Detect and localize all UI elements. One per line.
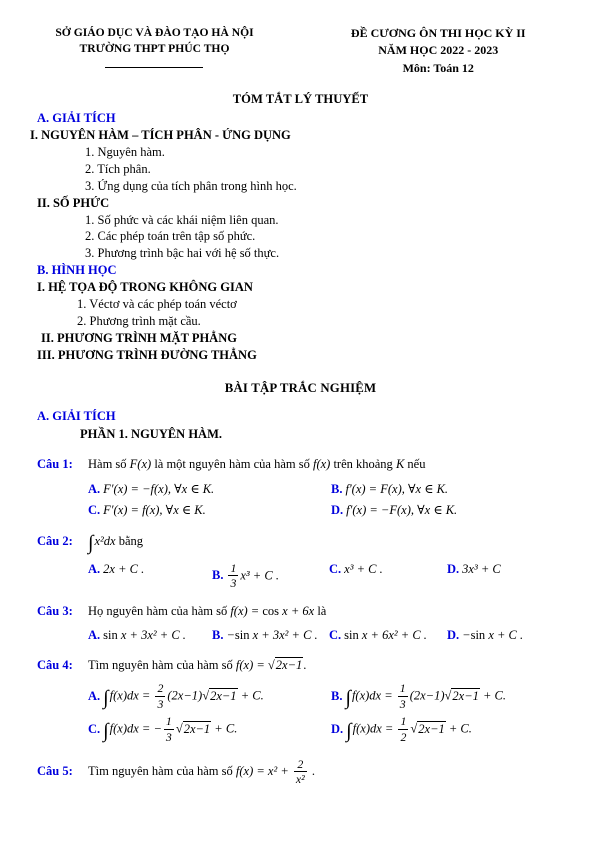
fraction [398, 715, 408, 743]
option-letter: D. [447, 628, 460, 643]
math-run: f(x) = x² + [235, 764, 292, 779]
fraction-numerator: 1 [165, 714, 172, 729]
answer-option [331, 682, 576, 710]
answer-option [212, 562, 329, 590]
answer-option [88, 682, 331, 710]
fraction-denominator: 3 [157, 696, 164, 711]
answer-option [331, 502, 576, 518]
outline-item: III. PHƯƠNG TRÌNH ĐƯỜNG THẲNG [37, 347, 257, 362]
fraction-numerator: 2 [297, 756, 304, 771]
math-run: x³ + C . [344, 561, 383, 576]
math-run: f(x) = [235, 658, 268, 673]
radicand: 2x−1 [183, 721, 211, 736]
math-run: x + 6x [279, 604, 315, 619]
math-run: f(x)dx = [352, 721, 397, 736]
fraction [228, 562, 238, 590]
text-run: bằng [115, 533, 144, 548]
integral-sign: ∫ [345, 686, 351, 709]
outline-item: 1. Véctơ và các phép toán véctơ [77, 297, 237, 312]
header-exam-block [301, 25, 577, 77]
math-function-name: sin [470, 628, 486, 643]
text-run: nếu [404, 456, 426, 471]
answer-option [329, 628, 447, 643]
math-run: x²dx [94, 533, 116, 548]
exercises-section-heading: A. GIẢI TÍCH [37, 408, 116, 423]
radical-sign: √ [267, 658, 275, 673]
option-letter: A. [88, 481, 101, 496]
text-run: . [303, 658, 307, 673]
integral-sign: ∫ [103, 686, 109, 709]
fraction-denominator: 3 [165, 729, 172, 744]
question-label: Câu 4: [37, 658, 73, 673]
question-block [25, 604, 576, 643]
question-block [25, 533, 576, 590]
answer-option [329, 562, 447, 590]
math-run: f′(x) = F(x), ∀x ∈ K. [345, 481, 449, 496]
option-letter: A. [88, 628, 101, 643]
option-letter: D. [331, 721, 344, 736]
integral-sign: ∫ [88, 531, 94, 554]
school-year: NĂM HỌC 2022 - 2023 [378, 43, 499, 58]
options-grid [88, 481, 576, 518]
math-function-name: sin [103, 628, 118, 643]
math-run: (2x−1) [409, 688, 445, 703]
question-label: Câu 1: [37, 456, 73, 471]
math-run: F′(x) = −f(x), ∀x ∈ K. [103, 481, 215, 496]
outline-item: 2. Phương trình mặt cầu. [77, 313, 201, 328]
question-prompt [88, 457, 425, 471]
outline-item: 2. Tích phân. [85, 161, 151, 176]
answer-option [88, 481, 331, 497]
math-run: f(x)dx = [109, 688, 154, 703]
math-run: x + 6x² + C . [358, 628, 427, 643]
exercises-part-heading: PHẦN 1. NGUYÊN HÀM. [80, 426, 223, 441]
math-run: F′(x) = f(x), ∀x ∈ K. [103, 502, 206, 517]
exercises-title: BÀI TẬP TRẮC NGHIỆM [224, 380, 377, 395]
radicand: 2x−1 [418, 721, 445, 736]
option-letter: C. [88, 502, 101, 517]
square-root [445, 688, 480, 703]
question-list [25, 457, 576, 786]
answer-option [88, 715, 331, 743]
school-name: TRƯỜNG THPT PHÚC THỌ [79, 41, 230, 55]
subject-line: Môn: Toán 12 [402, 61, 474, 76]
answer-option [447, 562, 576, 590]
answer-option [447, 628, 576, 643]
header-school-block [25, 25, 284, 77]
question-block [25, 457, 576, 518]
math-run: f′(x) = −F(x), ∀x ∈ K. [346, 502, 458, 517]
answer-option [88, 628, 212, 643]
question-line [37, 758, 576, 786]
square-root [410, 721, 445, 736]
question-line [37, 658, 576, 673]
answer-option [88, 502, 331, 518]
math-function-name: sin [234, 628, 250, 643]
theory-outline [25, 110, 576, 364]
question-prompt [88, 531, 144, 554]
text-run: là một nguyên hàm của hàm số [151, 456, 313, 471]
outline-item: 3. Phương trình bậc hai với hệ số thực. [85, 246, 280, 261]
fraction-denominator: 3 [230, 576, 237, 591]
math-run: F(x) [129, 456, 152, 471]
document-header [25, 25, 576, 77]
outline-item: 1. Số phức và các khái niệm liên quan. [85, 212, 279, 227]
math-run: (2x−1) [167, 688, 203, 703]
fraction [294, 758, 307, 786]
outline-item: I. NGUYÊN HÀM – TÍCH PHÂN - ỨNG DỤNG [30, 128, 291, 142]
radicand: 2x−1 [452, 688, 479, 703]
math-run: + C. [237, 688, 264, 703]
question-line [37, 533, 576, 553]
math-run: + C. [479, 688, 507, 703]
question-prompt [88, 657, 306, 672]
math-run: + C. [211, 721, 238, 736]
math-run: f(x) [312, 456, 331, 471]
math-run: x + 3x² + C . [249, 628, 318, 643]
question-line [37, 457, 576, 472]
integral-sign: ∫ [103, 719, 109, 742]
option-letter: B. [331, 688, 343, 703]
exam-title: ĐỀ CƯƠNG ÔN THI HỌC KỲ II [350, 26, 526, 40]
fraction-numerator: 1 [399, 681, 406, 696]
outline-item: I. HỆ TỌA ĐỘ TRONG KHÔNG GIAN [37, 280, 253, 295]
option-letter: C. [329, 561, 342, 576]
integral-sign: ∫ [346, 719, 352, 742]
fraction [164, 715, 174, 743]
options-grid [88, 562, 576, 590]
radicand: 2x−1 [275, 658, 303, 673]
outline-item: II. SỐ PHỨC [37, 195, 110, 210]
outline-item: 1. Nguyên hàm. [85, 144, 165, 159]
question-label: Câu 5: [37, 764, 73, 779]
question-prompt [88, 604, 326, 618]
options-grid [88, 682, 576, 743]
fraction-denominator: 3 [399, 696, 406, 711]
text-run: Họ nguyên hàm của hàm số [88, 604, 231, 619]
text-run: trên khoảng [330, 456, 396, 471]
answer-option [88, 562, 212, 590]
square-root [268, 657, 303, 672]
options-grid [88, 628, 576, 643]
square-root [202, 688, 237, 703]
outline-item: 3. Ứng dụng của tích phân trong hình học. [85, 178, 297, 193]
option-letter: B. [212, 628, 224, 643]
outline-item: B. HÌNH HỌC [37, 263, 117, 278]
outline-item: A. GIẢI TÍCH [37, 111, 116, 126]
math-run: − [226, 628, 235, 643]
answer-option [331, 715, 576, 743]
question-block [25, 658, 576, 743]
math-function-name: sin [344, 628, 359, 643]
radicand: 2x−1 [210, 688, 237, 703]
math-run: f(x) = [230, 604, 263, 619]
fraction [155, 682, 165, 710]
radical-sign: √ [410, 721, 418, 736]
math-run: 3x³ + C [462, 561, 501, 576]
text-run: Tìm nguyên hàm của hàm số [88, 764, 236, 779]
header-divider-line [105, 67, 203, 68]
fraction-numerator: 1 [400, 714, 407, 729]
radical-sign: √ [202, 688, 210, 703]
question-label: Câu 3: [37, 604, 73, 619]
fraction-numerator: 1 [230, 560, 237, 575]
answer-option [212, 628, 329, 643]
radical-sign: √ [444, 688, 452, 703]
square-root [176, 721, 211, 736]
option-letter: B. [331, 481, 343, 496]
math-run: 2x + C . [103, 561, 145, 576]
department-name: SỞ GIÁO DỤC VÀ ĐÀO TẠO HÀ NỘI [55, 26, 254, 39]
question-label: Câu 2: [37, 533, 73, 548]
text-run: Hàm số [88, 456, 130, 471]
text-run: . [308, 764, 315, 779]
option-letter: A. [88, 561, 101, 576]
text-run: Tìm nguyên hàm của hàm số [88, 658, 236, 673]
outline-item: 2. Các phép toán trên tập số phức. [85, 229, 256, 244]
fraction-denominator: 2 [400, 729, 407, 744]
fraction-numerator: 2 [157, 681, 164, 696]
option-letter: D. [447, 561, 460, 576]
question-prompt [88, 756, 315, 787]
math-run: − [462, 628, 471, 643]
math-run: x + C . [485, 628, 524, 643]
math-run: + C. [445, 721, 472, 736]
option-letter: D. [331, 502, 344, 517]
question-block [25, 758, 576, 786]
option-letter: B. [212, 568, 224, 583]
outline-item: II. PHƯƠNG TRÌNH MẶT PHẲNG [41, 330, 237, 345]
option-letter: C. [88, 721, 101, 736]
answer-option [331, 481, 576, 497]
fraction [398, 682, 408, 710]
text-run: là [314, 604, 327, 619]
theory-title: TÓM TẮT LÝ THUYẾT [232, 92, 369, 107]
math-run: x³ + C . [240, 568, 279, 583]
option-letter: A. [88, 688, 101, 703]
math-run: K [395, 456, 405, 471]
fraction-denominator: x² [295, 772, 305, 787]
math-run: f(x)dx = − [109, 721, 162, 736]
radical-sign: √ [175, 721, 183, 736]
question-line [37, 604, 576, 619]
math-run: f(x)dx = [351, 688, 396, 703]
math-function-name: cos [262, 604, 280, 619]
math-run: x + 3x² + C . [117, 628, 186, 643]
option-letter: C. [329, 628, 342, 643]
